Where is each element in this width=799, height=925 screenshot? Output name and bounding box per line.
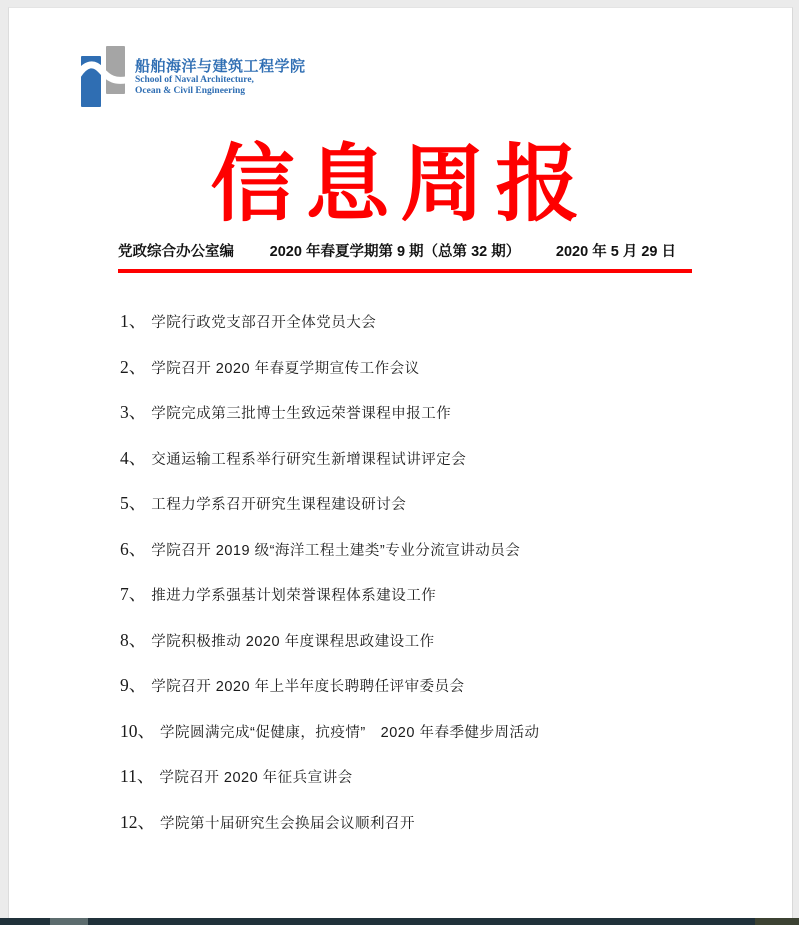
masthead [118, 242, 692, 273]
toc-item-text: 学院积极推动 2020 年度课程思政建设工作 [151, 633, 435, 650]
toc-item [120, 493, 732, 515]
toc-item-number: 3、 [120, 402, 147, 422]
toc-item [120, 721, 732, 743]
toc-item-text: 交通运输工程系举行研究生新增课程试讲评定会 [151, 451, 467, 468]
toc-item [120, 402, 732, 424]
toc-item-text: 工程力学系召开研究生课程建设研讨会 [151, 497, 407, 513]
toc-item-number: 6、 [120, 538, 147, 559]
toc-item [120, 675, 732, 697]
toc-item [120, 766, 732, 788]
toc-item-number: 12、 [120, 811, 155, 832]
school-name-en-line2: Ocean & Civil Engineering [135, 85, 246, 96]
toc-item [120, 630, 732, 652]
toc-item-number: 2、 [120, 356, 147, 377]
school-name-cn: 船舶海洋与建筑工程学院 [135, 58, 306, 75]
toc-item [120, 311, 732, 333]
toc-item [120, 448, 732, 470]
toc-list [120, 311, 732, 857]
toc-item-number: 9、 [120, 675, 147, 695]
toc-item-number: 4、 [120, 447, 147, 468]
toc-item-text: 学院圆满完成“促健康，抗疫情” 2020 年春季健步周活动 [160, 724, 540, 741]
masthead-issue: 2020 年春夏学期第 9 期（总第 32 期） [269, 244, 521, 260]
toc-item-text: 学院召开 2020 年上半年度长聘聘任评审委员会 [151, 679, 465, 695]
toc-item-text: 推进力学系强基计划荣誉课程体系建设工作 [151, 588, 437, 604]
masthead-editor: 党政综合办公室编 [118, 244, 234, 260]
toc-item-text: 学院行政党支部召开全体党员大会 [151, 315, 377, 331]
school-logo-text [135, 46, 306, 96]
toc-item-number: 7、 [120, 584, 147, 604]
masthead-date: 2020 年 5 月 29 日 [555, 244, 676, 260]
toc-item [120, 357, 732, 379]
toc-item [120, 584, 732, 606]
school-name-en-line1: School of Naval Architecture, [135, 75, 254, 85]
toc-item [120, 812, 732, 834]
page-title: 信息周报 [210, 139, 591, 232]
horizontal-scrollbar[interactable] [0, 918, 799, 925]
toc-item-text: 学院召开 2020 年征兵宣讲会 [159, 770, 353, 786]
masthead-row [118, 242, 692, 262]
toc-item [120, 539, 732, 561]
school-logo [81, 46, 306, 108]
masthead-rule [118, 269, 692, 273]
toc-item-text: 学院召开 2020 年春夏学期宣传工作会议 [151, 360, 420, 377]
scrollbar-thumb[interactable] [50, 918, 88, 925]
toc-item-number: 11、 [120, 766, 155, 786]
document-page [8, 7, 793, 918]
school-logo-mark-icon [81, 46, 127, 108]
toc-item-number: 5、 [120, 493, 147, 513]
toc-item-number: 1、 [120, 311, 147, 331]
toc-item-text: 学院完成第三批博士生致远荣誉课程申报工作 [151, 406, 452, 422]
toc-item-number: 8、 [120, 629, 147, 650]
scrollbar-right-tint [755, 918, 799, 925]
toc-item-number: 10、 [120, 720, 155, 741]
toc-item-text: 学院召开 2019 级“海洋工程土建类”专业分流宣讲动员会 [151, 542, 521, 559]
toc-item-text: 学院第十届研究生会换届会议顺利召开 [160, 815, 415, 832]
